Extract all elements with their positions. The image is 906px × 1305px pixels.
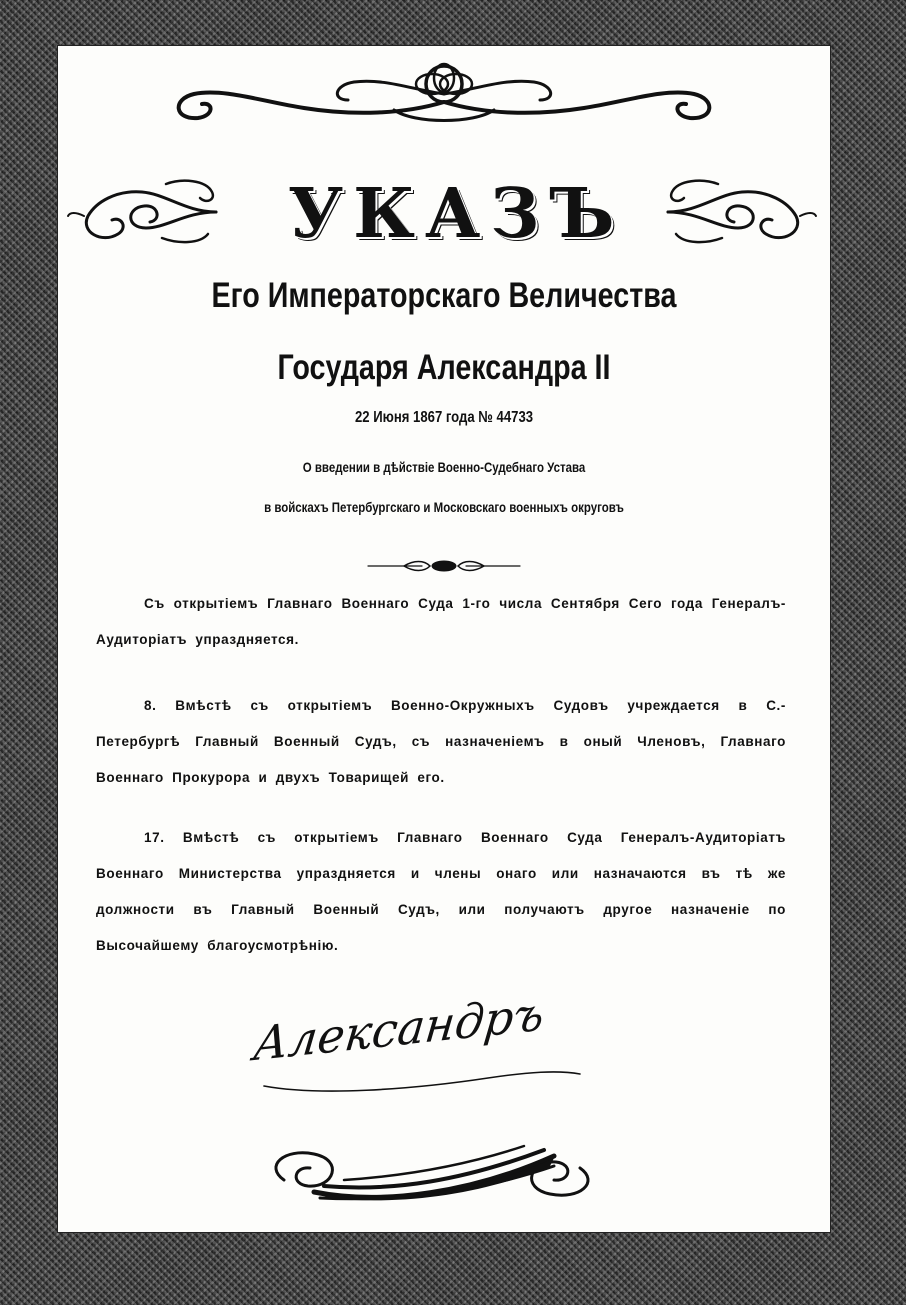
decree-date-number: 22 Июня 1867 года № 44733: [354, 409, 534, 426]
swash-flourish-icon: [254, 1136, 610, 1212]
small-divider-icon: [364, 556, 524, 576]
heading-sovereign-name: Государя Александра II: [277, 348, 611, 387]
decree-paragraph: 17. Вмѣстѣ съ открытiемъ Главнаго Военнаго Суда Генералъ-Аудиторiатъ Военнаго Министерства упраздняется и члены онаго или назначаются въ тѣ же должности въ Главный Военный Судъ, или получаютъ другое назначенiе по Высочайшему благоусмотрѣнiю.: [96, 830, 786, 953]
flourish-knot-icon: [164, 54, 724, 134]
decree-paragraph: Съ открытiемъ Главнаго Военнаго Суда 1-го числа Сентября Сего года Генералъ-Аудиторiатъ упраздняется.: [96, 596, 786, 647]
heading-imperial-majesty: Его Императорскаго Величества: [211, 276, 677, 315]
scroll-flourish-icon: [66, 172, 226, 250]
decree-title: УКАЗЪ: [288, 174, 625, 254]
imperial-signature: Александръ: [251, 986, 547, 1072]
decree-sheet: [58, 46, 830, 1232]
scroll-flourish-icon: [658, 172, 818, 250]
decree-paragraph: 8. Вмѣстѣ съ открытiемъ Военно-Окружныхъ Судовъ учреждается в С.-Петербургѣ Главный Военный Судъ, съ назначенiемъ в оный Членовъ, Главнаго Военнаго Прокурора и двухъ Товарищей его.: [96, 698, 786, 785]
decree-subject-line-2: в войскахъ Петербургскаго и Московскаго военныхъ округовъ: [264, 499, 624, 515]
signature-underline: [258, 1056, 588, 1106]
decree-subject-line-1: О введении в дѣйствiе Военно-Судебнаго Устава: [302, 459, 586, 475]
